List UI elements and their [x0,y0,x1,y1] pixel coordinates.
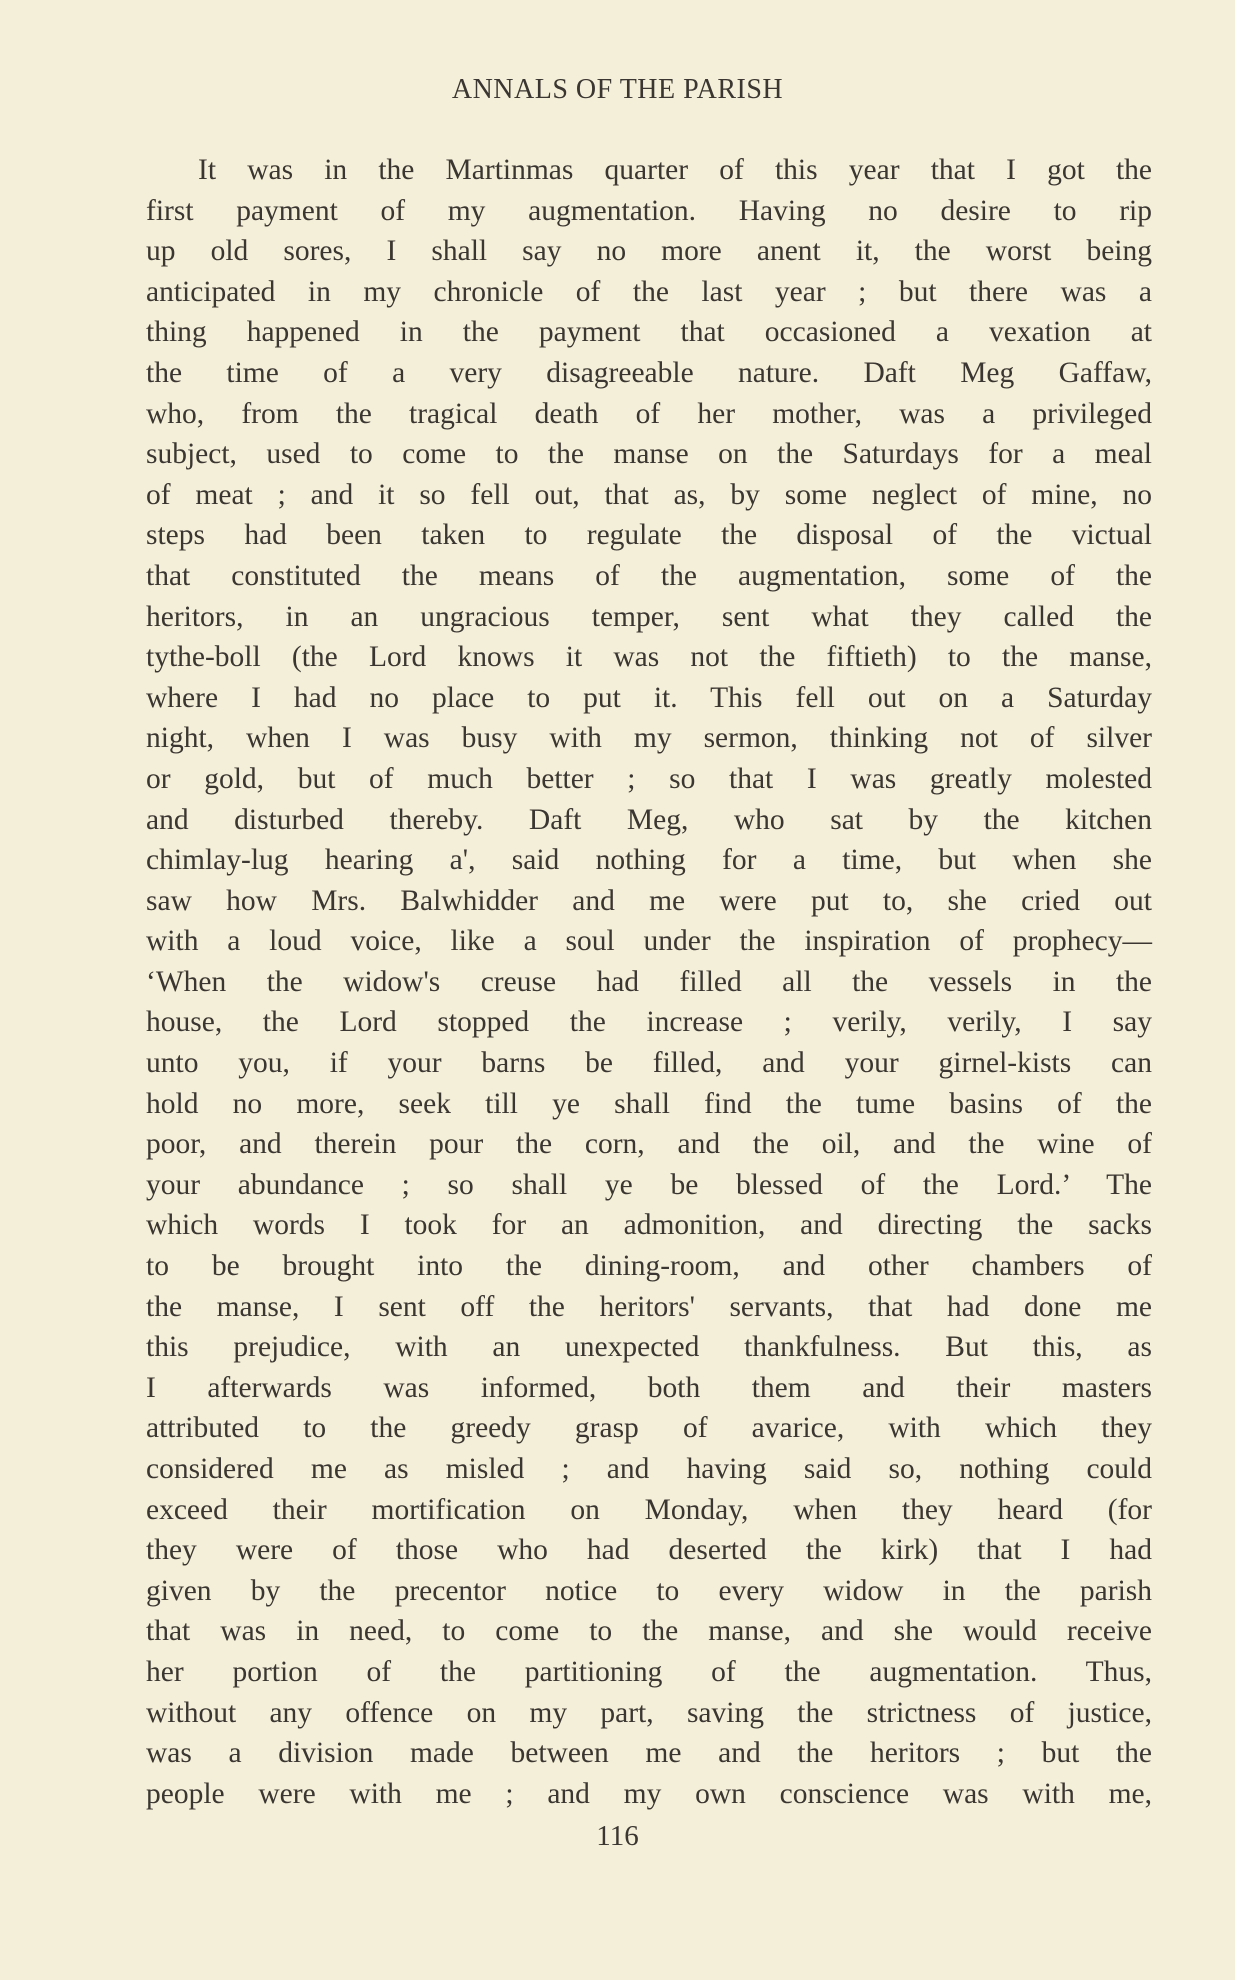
text-line: with a loud voice, like a soul under the inspiration of prophecy— [146,925,1152,958]
text-line: chimlay-lug hearing a', said nothing for a time, but when she [146,844,1152,877]
body-text [146,150,1152,1814]
text-line: considered me as misled ; and having said so, nothing could [146,1453,1152,1485]
text-line: that was in need, to come to the manse, and she would receive [146,1615,1152,1648]
text-line: that constituted the means of the augmentation, some of the [146,559,1152,592]
text-line: subject, used to come to the manse on the Saturdays for a meal [146,438,1152,471]
text-line: of meat ; and it so fell out, that as, by some neglect of mine, no [146,478,1152,511]
text-line: thing happened in the payment that occasioned a vexation at [146,316,1152,349]
page-number: 116 [596,1820,639,1852]
text-line: hold no more, seek till ye shall find the tume basins of the [146,1087,1152,1120]
text-line: to be brought into the dining-room, and other chambers of [146,1250,1152,1283]
text-line: without any offence on my part, saving the strictness of justice, [146,1696,1152,1729]
text-line: house, the Lord stopped the increase ; verily, verily, I say [146,1006,1152,1039]
text-line: tythe-boll (the Lord knows it was not the fiftieth) to the manse, [146,641,1152,674]
text-line: heritors, in an ungracious temper, sent what they called the [146,600,1152,633]
text-line: where I had no place to put it. This fell out on a Saturday [146,681,1152,714]
text-line: was a division made between me and the heritors ; but the [146,1737,1152,1770]
text-line: night, when I was busy with my sermon, thinking not of silver [146,722,1152,755]
text-line: this prejudice, with an unexpected thankfulness. But this, as [146,1331,1152,1364]
text-line: the time of a very disagreeable nature. Daft Meg Gaffaw, [146,356,1152,389]
text-line: saw how Mrs. Balwhidder and me were put to, she cried out [146,884,1152,917]
running-title: ANNALS OF THE PARISH [451,74,784,105]
text-line: ‘When the widow's creuse had filled all the vessels in the [146,965,1152,998]
text-line: or gold, but of much better ; so that I was greatly molested [146,762,1152,795]
text-line: exceed their mortification on Monday, when they heard (for [146,1493,1152,1526]
text-line: unto you, if your barns be filled, and your girnel-kists can [146,1047,1152,1080]
text-line: up old sores, I shall say no more anent it, the worst being [146,235,1152,268]
text-line: your abundance ; so shall ye be blessed of the Lord.’ The [146,1168,1152,1201]
text-line: the manse, I sent off the heritors' servants, that had done me [146,1290,1152,1323]
text-line: steps had been taken to regulate the disposal of the victual [146,519,1152,552]
text-line: who, from the tragical death of her mother, was a privileged [146,397,1152,430]
text-line: they were of those who had deserted the kirk) that I had [146,1534,1152,1567]
text-line: people were with me ; and my own conscience was with me, [146,1777,1152,1810]
text-line: attributed to the greedy grasp of avarice, with which they [146,1412,1152,1445]
text-line: It was in the Martinmas quarter of this year that I got the [198,154,1152,186]
text-line: first payment of my augmentation. Having no desire to rip [146,194,1152,227]
text-line: given by the precentor notice to every widow in the parish [146,1574,1152,1607]
text-line: which words I took for an admonition, and directing the sacks [146,1209,1152,1242]
text-line: her portion of the partitioning of the augmentation. Thus, [146,1655,1152,1688]
text-line: I afterwards was informed, both them and their masters [146,1371,1152,1404]
text-line: poor, and therein pour the corn, and the oil, and the wine of [146,1128,1152,1161]
text-line: and disturbed thereby. Daft Meg, who sat by the kitchen [146,803,1152,836]
text-line: anticipated in my chronicle of the last year ; but there was a [146,275,1152,308]
